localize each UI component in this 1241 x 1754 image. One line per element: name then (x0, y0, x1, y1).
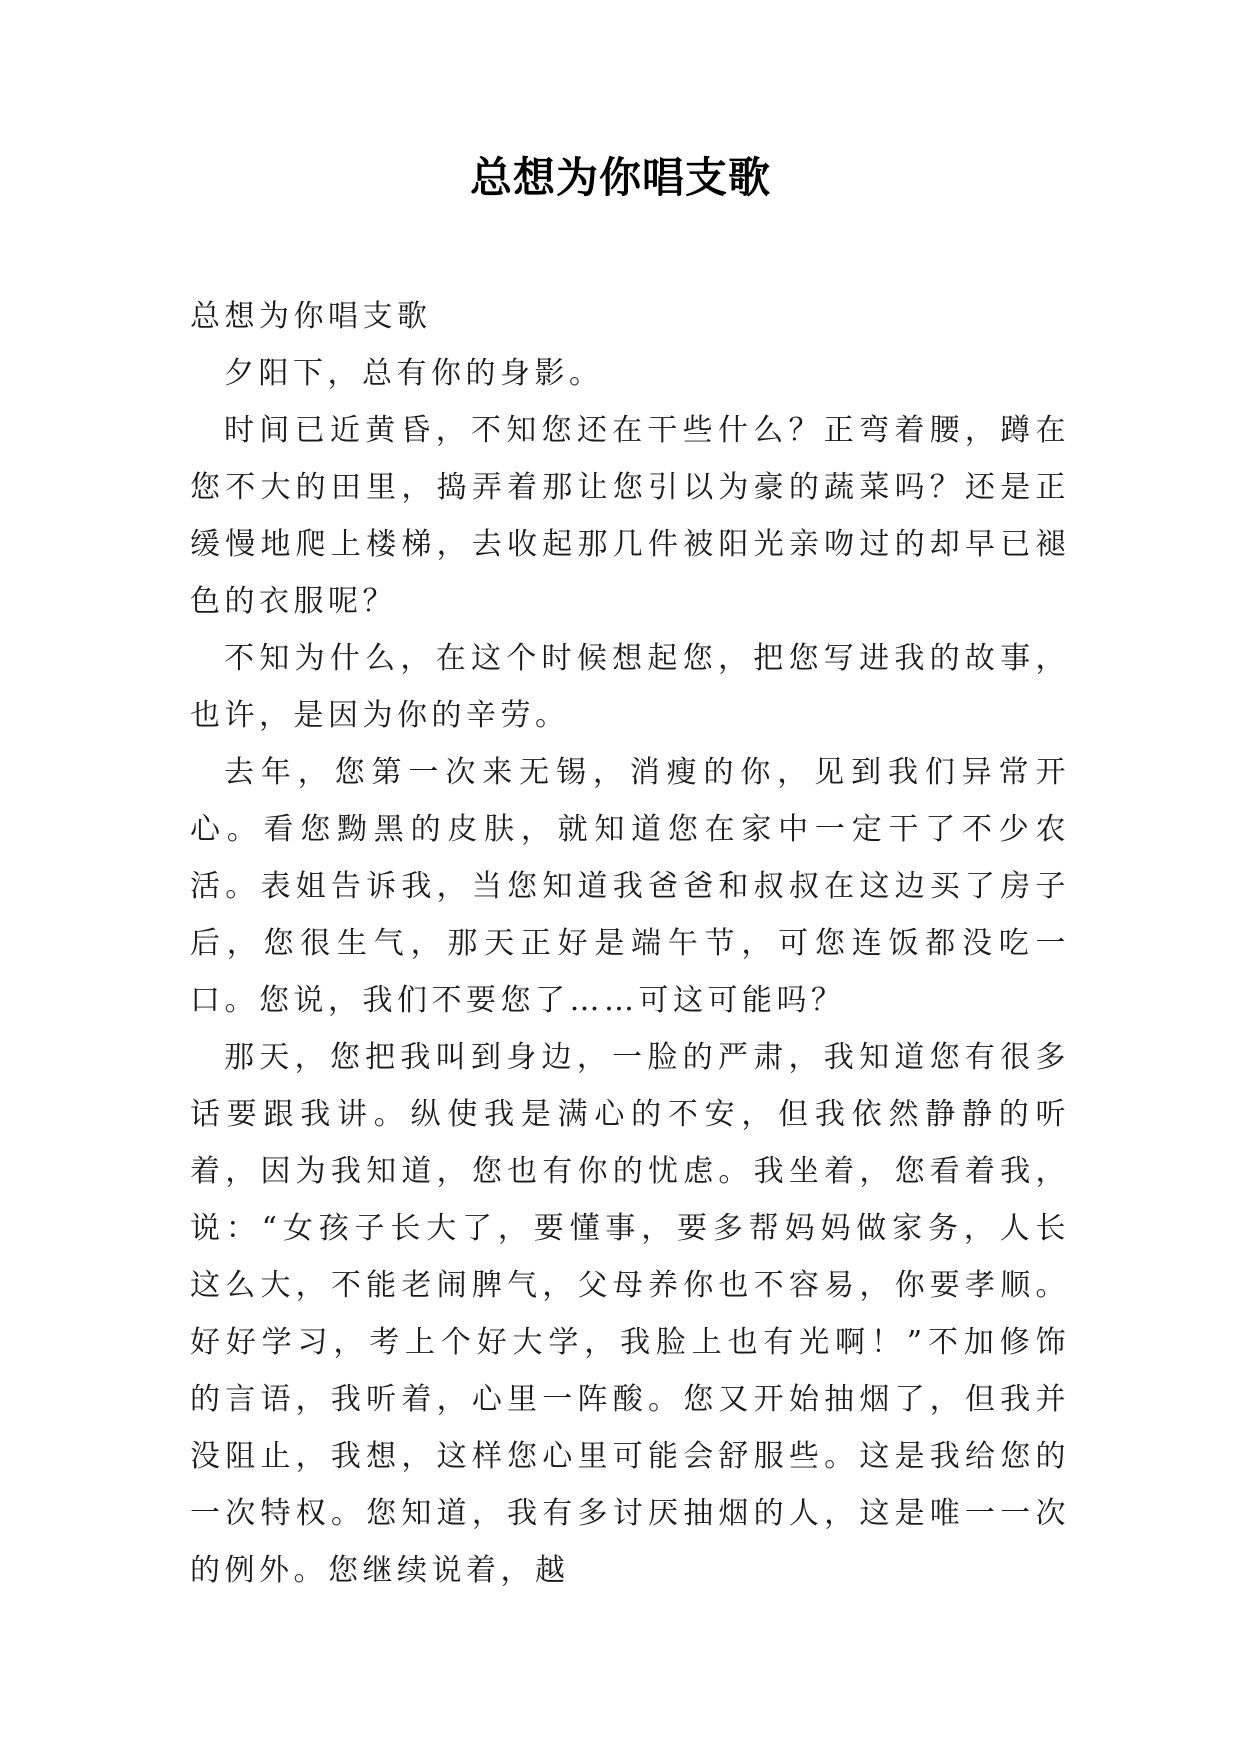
paragraph: 不知为什么，在这个时候想起您，把您写进我的故事，也许，是因为你的辛劳。 (190, 641, 1070, 733)
document-body (190, 288, 1070, 1599)
paragraph: 夕阳下，总有你的身影。 (224, 356, 604, 391)
paragraph-heading: 总想为你唱支歌 (190, 299, 432, 334)
paragraph: 那天，您把我叫到身边，一脸的严肃，我知道您有很多话要跟我讲。纵使我是满心的不安，但我依然静静的听着，因为我知道，您也有你的忧虑。我坐着，您看着我，说：“女孩子长大了，要懂事，要多帮妈妈做家务，人长这么大，不能老闹脾气，父母养你也不容易，你要孝顺。好好学习，考上个好大学，我脸上也有光啊！”不加修饰的言语，我听着，心里一阵酸。您又开始抽烟了，但我并没阻止，我想，这样您心里可能会舒服些。这是我给您的一次特权。您知道，我有多讨厌抽烟的人，这是唯一一次的例外。您继续说着，越 (190, 1040, 1070, 1588)
document-title: 总想为你唱支歌 (469, 153, 771, 202)
paragraph: 去年，您第一次来无锡，消瘦的你，见到我们异常开心。看您黝黑的皮肤，就知道您在家中一定干了不少农活。表姐告诉我，当您知道我爸爸和叔叔在这边买了房子后，您很生气，那天正好是端午节，可您连饭都没吃一口。您说，我们不要您了……可这可能吗？ (190, 755, 1070, 1018)
paragraph: 时间已近黄昏，不知您还在干些什么？正弯着腰，蹲在您不大的田里，捣弄着那让您引以为豪的蔬菜吗？还是正缓慢地爬上楼梯，去收起那几件被阳光亲吻过的却早已褪色的衣服呢？ (190, 413, 1070, 619)
